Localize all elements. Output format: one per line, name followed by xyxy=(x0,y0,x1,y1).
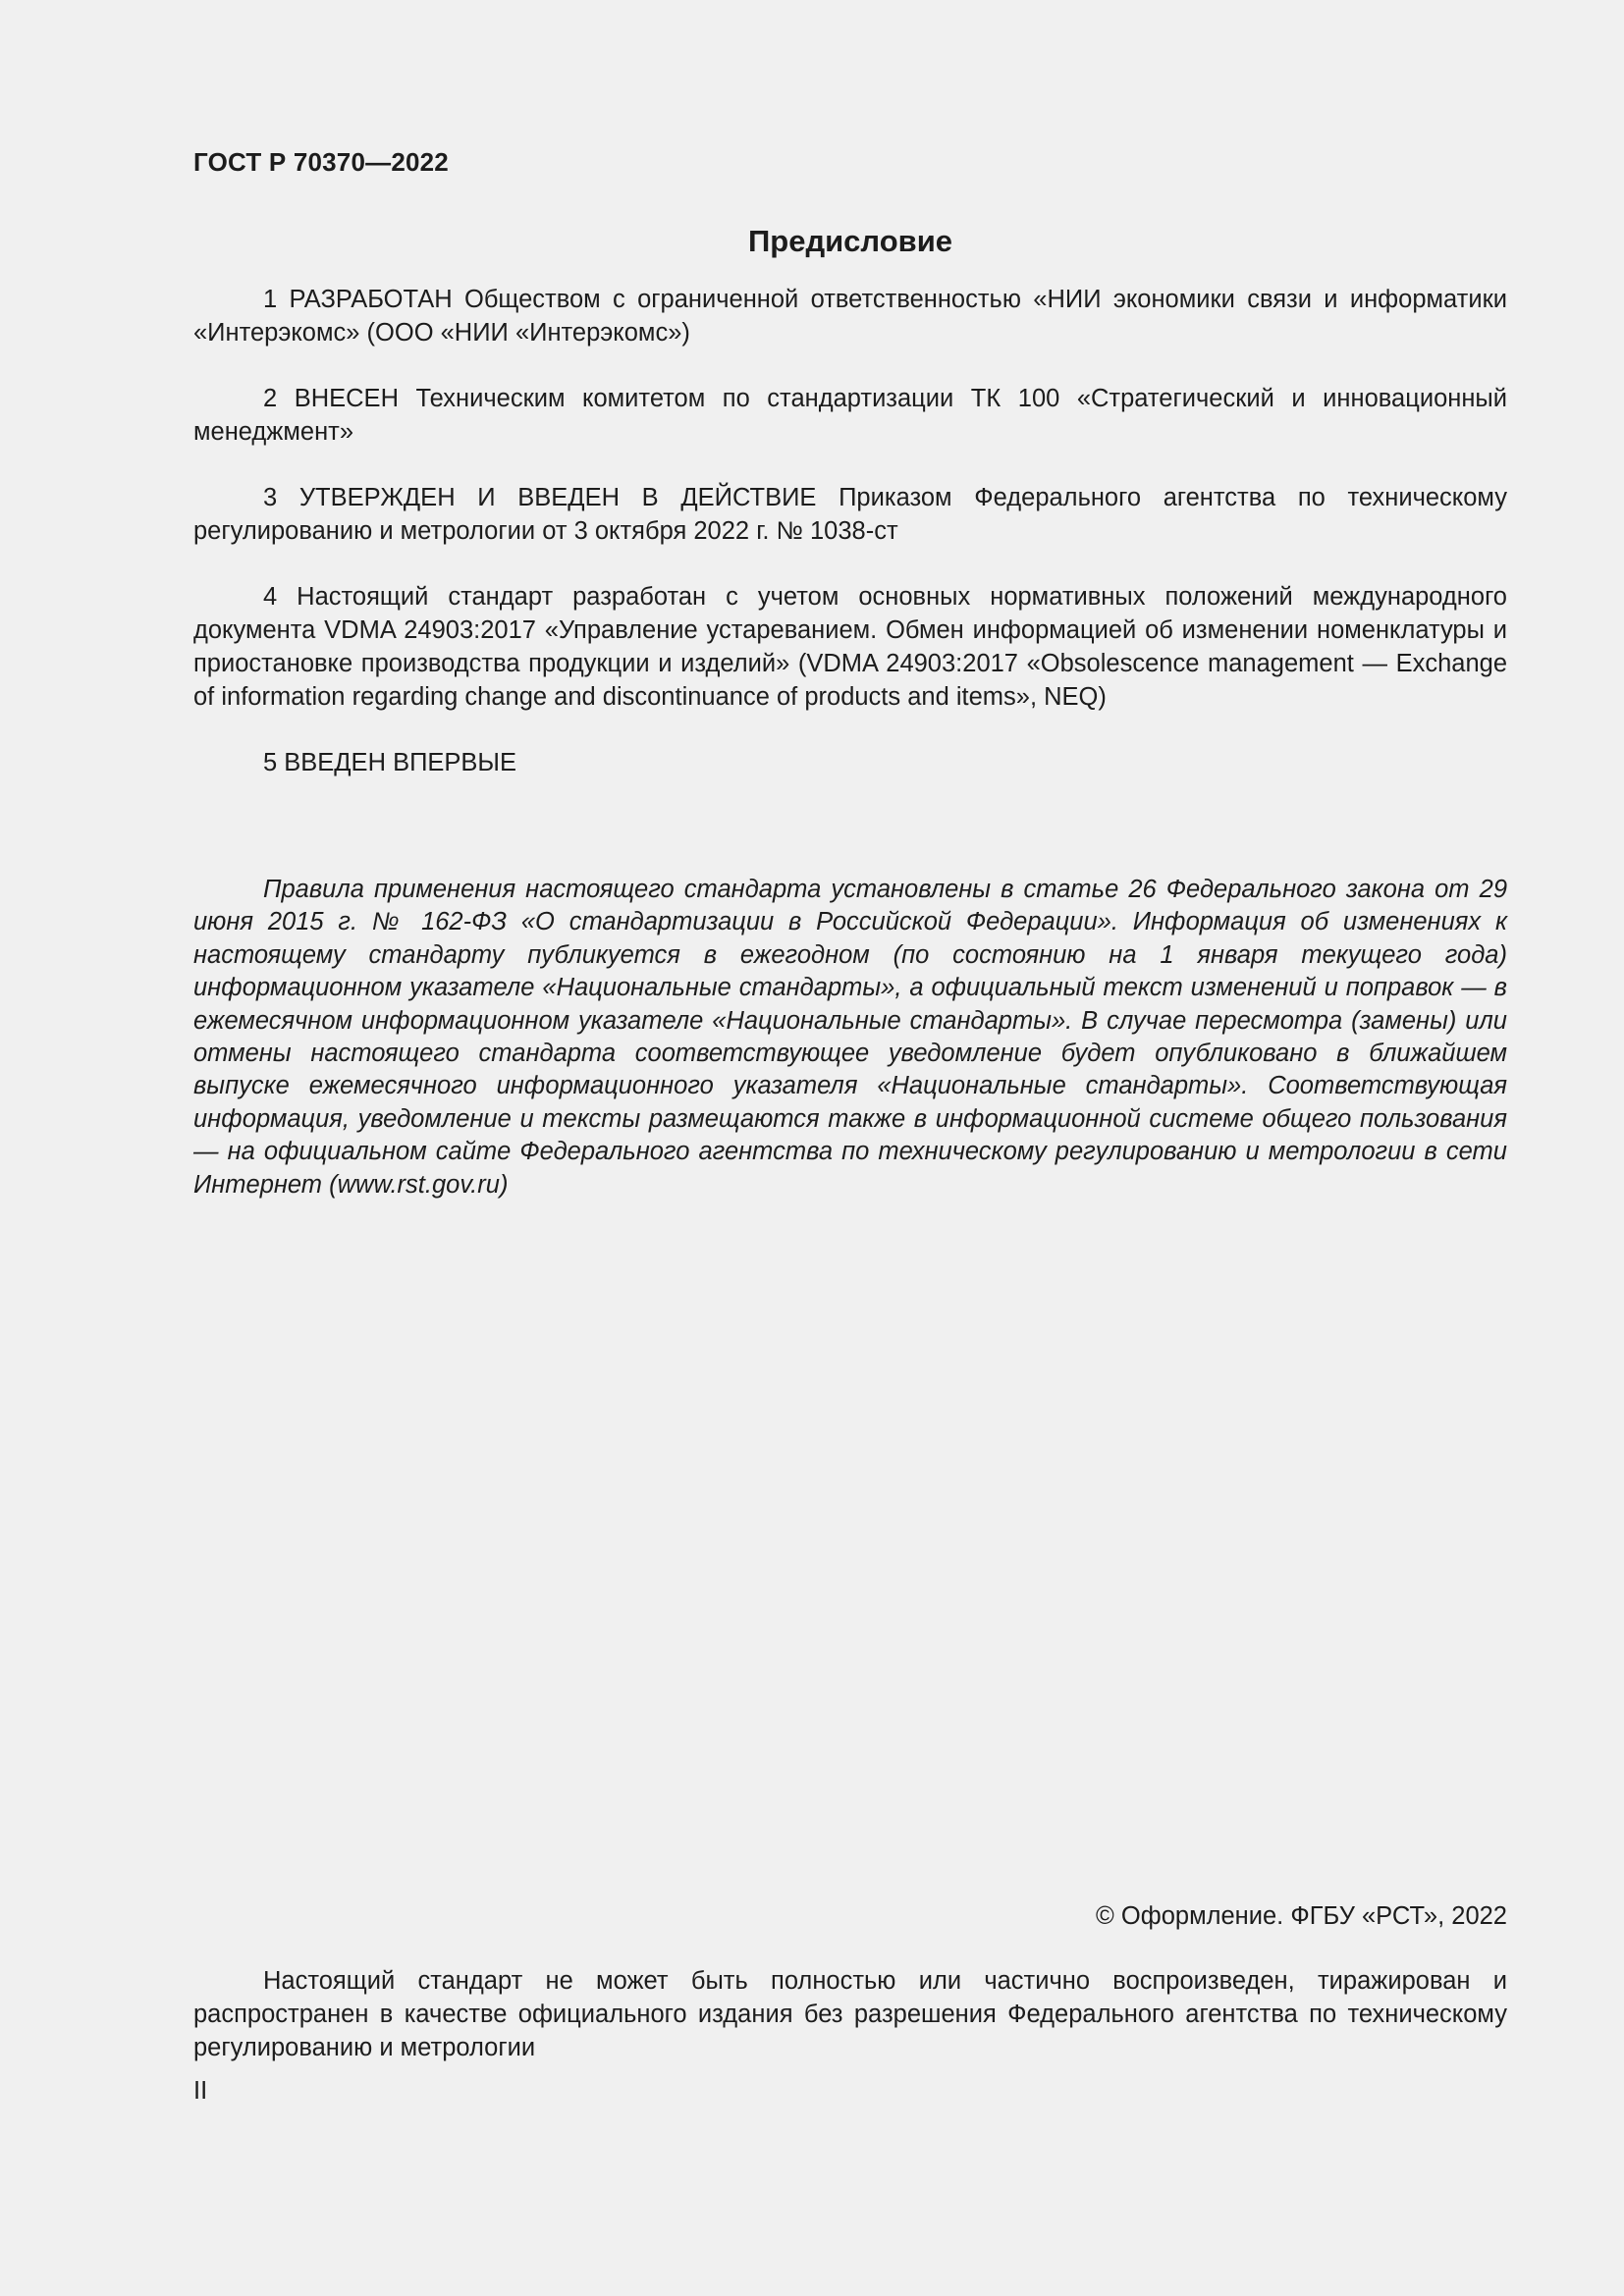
application-notice: Правила применения настоящего стандарта установлены в статье 26 Федерального закона от 29 июня 2015 г. № 162-ФЗ «О стандартизации в Российской Федерации». Информация об изменениях к настоящему стандарту публикуется в ежегодном (по состоянию на 1 января текущего года) информационном указателе «Национальные стандарты», а официальный текст изменений и поправок — в ежемесячном информационном указателе «Национальные стандарты». В случае пересмотра (замены) или отмены настоящего стандарта соответствующее уведомление будет опубликовано в ближайшем выпуске ежемесячного информационного указателя «Национальные стандарты». Соответствующая информация, уведомление и тексты размещаются также в информационной системе общего пользования — на официальном сайте Федерального агентства по техническому регулированию и метрологии в сети Интернет (www.rst.gov.ru) xyxy=(193,876,1507,1199)
foreword-item-approved: 3 УТВЕРЖДЕН И ВВЕДЕН В ДЕЙСТВИЕ Приказом Федерального агентства по техническому регулированию и метрологии от 3 октября 2022 г. № 1038-ст xyxy=(193,484,1507,545)
foreword-item-developed: 1 РАЗРАБОТАН Обществом с ограниченной ответственностью «НИИ экономики связи и информатики «Интерэкомс» (ООО «НИИ «Интерэкомс») xyxy=(193,286,1507,347)
foreword-item-based-on: 4 Настоящий стандарт разработан с учетом основных нормативных положений международного документа VDMA 24903:2017 «Управление устареванием. Обмен информацией об изменении номенклатуры и приостановке производства продукции и изделий» (VDMA 24903:2017 «Obsolescence management — Exchange of information regarding change and discontinuance of products and items», NEQ) xyxy=(193,583,1507,711)
page-number: II xyxy=(193,2077,208,2105)
foreword-item-submitted: 2 ВНЕСЕН Техническим комитетом по стандартизации ТК 100 «Стратегический и инновационный менеджмент» xyxy=(193,385,1507,446)
foreword-title: Предисловие xyxy=(747,224,952,258)
document-code: ГОСТ Р 70370—2022 xyxy=(193,147,449,177)
rights-notice: Настоящий стандарт не может быть полностью или частично воспроизведен, тиражирован и распространен в качестве официального издания без разрешения Федерального агентства по техническому регулированию и метрологии xyxy=(193,1967,1507,2061)
copyright-line: © Оформление. ФГБУ «РСТ», 2022 xyxy=(1096,1902,1507,1930)
foreword-items xyxy=(193,283,1507,779)
foreword-item-introduced: 5 ВВЕДЕН ВПЕРВЫЕ xyxy=(263,749,517,776)
